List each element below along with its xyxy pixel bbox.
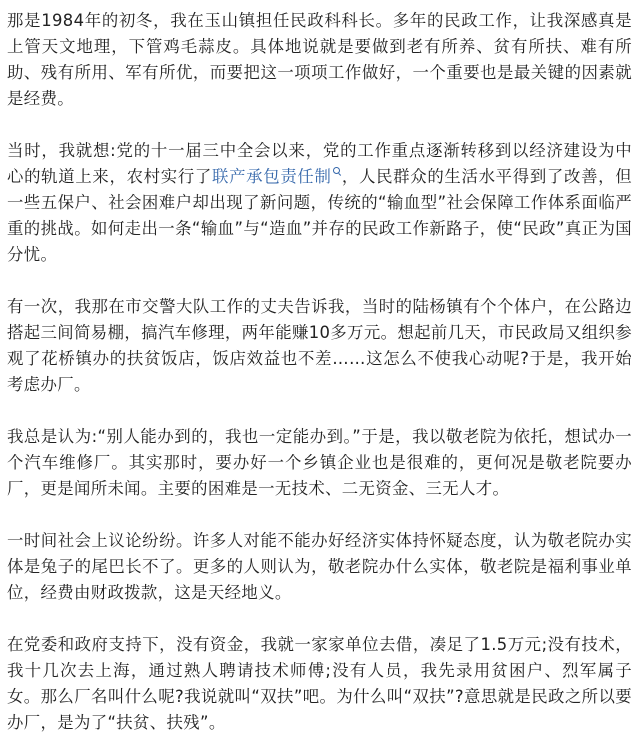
paragraph-4: 我总是认为:“别人能办到的，我也一定能办到。”于是，我以敬老院为依托，想试办一个汽车维修厂。其实那时，要办好一个乡镇企业也是很难的，更何况是敬老院要办厂，更是闻所未闻。主要的困难是一无技术、二无资金、三无人才。 (7, 427, 632, 498)
paragraph-6: 在党委和政府支持下，没有资金，我就一家家单位去借，凑足了1.5万元;没有技术，我十几次去上海，通过熟人聘请技术师傅;没有人员，我先录用贫困户、烈军属子女。那么厂名叫什么呢?我说就叫“双扶”吧。为什么叫“双扶”?意思就是民政之所以要办厂，是为了“扶贫、扶残”。 (7, 635, 632, 732)
search-icon[interactable] (333, 167, 342, 176)
paragraph-5: 一时间社会上议论纷纷。许多人对能不能办好经济实体持怀疑态度，认为敬老院办实体是兔子的尾巴长不了。更多的人则认为，敬老院办什么实体，敬老院是福利事业单位，经费由财政拨款，这是天经地义。 (7, 531, 632, 602)
paragraph-1: 那是1984年的初冬，我在玉山镇担任民政科科长。多年的民政工作，让我深感真是上管天文地理，下管鸡毛蒜皮。具体地说就是要做到老有所养、贫有所扶、难有所助、残有所用、军有所优，而要把这一项项工作做好，一个重要也是最关键的因素就是经费。 (7, 11, 632, 108)
paragraph-2 (7, 138, 632, 268)
paragraph-3: 有一次，我那在市交警大队工作的丈夫告诉我，当时的陆杨镇有个个体户，在公路边搭起三间简易棚，搞汽车修理，两年能赚10多万元。想起前几天，市民政局又组织参观了花桥镇办的扶贫饭店，饭店效益也不差……这怎么不使我心动呢?于是，我开始考虑办厂。 (7, 297, 632, 394)
link-label[interactable]: 联产承包责任制 (212, 167, 332, 186)
paragraph-2-text-before: 当时，我就想:党的十一届三中全会以来，党的工作重点逐渐转移到以经济建设为中心的轨道上来，农村实行了 (7, 141, 632, 186)
paragraph-2-text-after: ，人民群众的生活水平得到了改善，但一些五保户、社会困难户却出现了新问题，传统的“输血型”社会保障工作体系面临严重的挑战。如何走出一条“输血”与“造血”并存的民政工作新路子，使“民政”真正为国分忧。 (7, 167, 633, 264)
contract-responsibility-system-link[interactable] (212, 167, 342, 186)
